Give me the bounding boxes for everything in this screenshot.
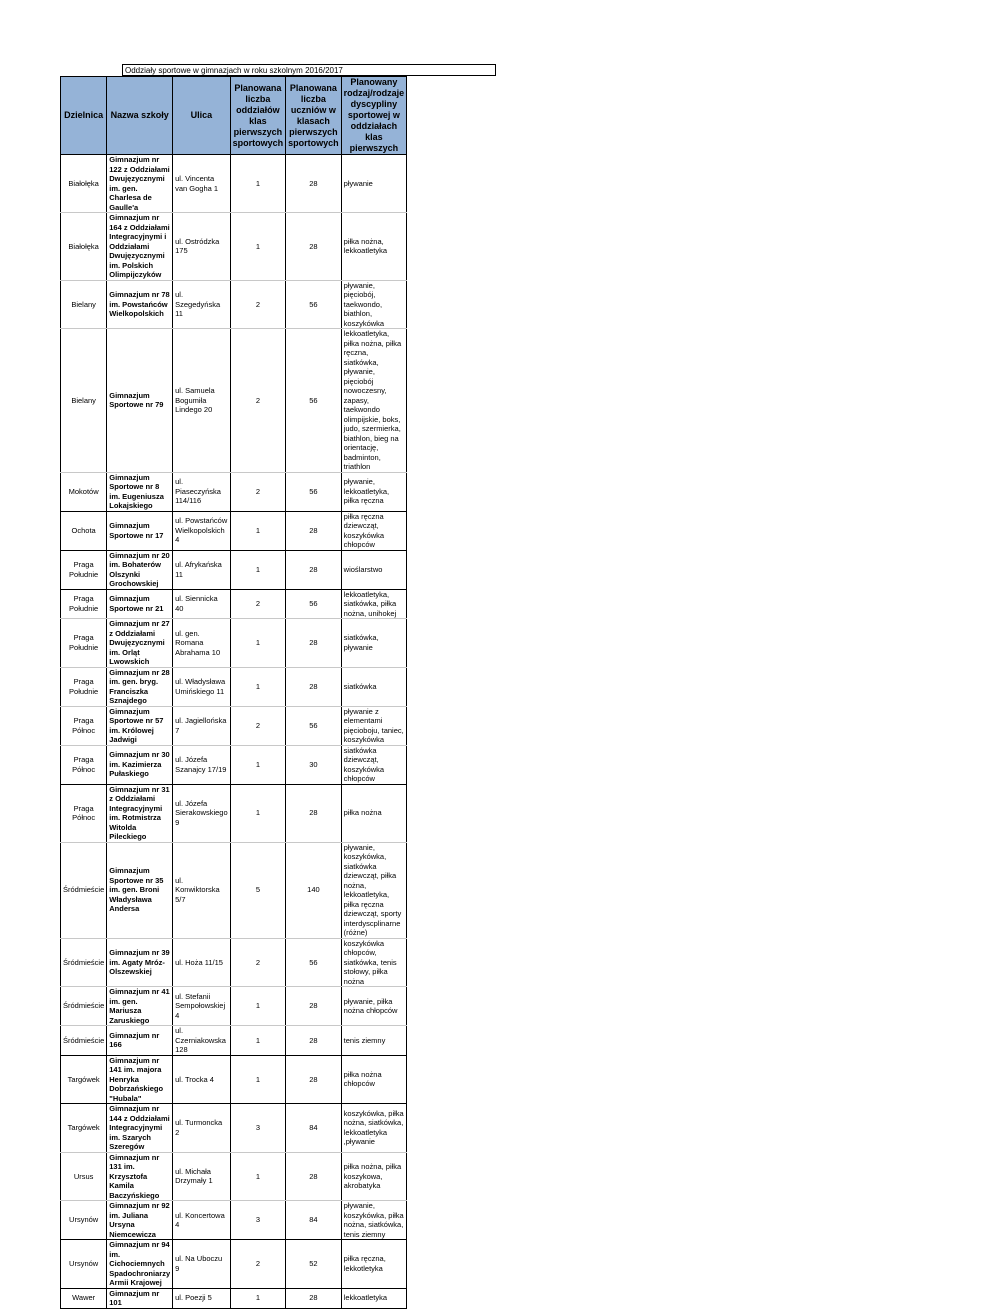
cell-classes: 3 bbox=[230, 1201, 286, 1240]
cell-disciplines: piłka nożna bbox=[341, 784, 407, 842]
cell-school: Gimnazjum Sportowe nr 21 bbox=[107, 589, 173, 619]
cell-school: Gimnazjum nr 94 im. Cichociemnych Spadochroniarzy Armii Krajowej bbox=[107, 1240, 173, 1289]
cell-school: Gimnazjum Sportowe nr 57 im. Królowej Jadwigi bbox=[107, 706, 173, 745]
cell-school: Gimnazjum Sportowe nr 8 im. Eugeniusza Lokajskiego bbox=[107, 472, 173, 511]
cell-street: ul. Na Uboczu 9 bbox=[173, 1240, 231, 1289]
cell-street: ul. Szegedyńska 11 bbox=[173, 280, 231, 329]
table-row bbox=[61, 1152, 407, 1201]
cell-classes: 1 bbox=[230, 1055, 286, 1104]
table-row bbox=[61, 987, 407, 1026]
table-row bbox=[61, 1026, 407, 1056]
cell-students: 28 bbox=[286, 1152, 342, 1201]
sheet-caption: Oddziały sportowe w gimnazjach w roku szkolnym 2016/2017 bbox=[122, 64, 496, 76]
cell-school: Gimnazjum Sportowe nr 79 bbox=[107, 329, 173, 473]
cell-street: ul. Samuela Bogumiła Lindego 20 bbox=[173, 329, 231, 473]
cell-classes: 2 bbox=[230, 280, 286, 329]
cell-school: Gimnazjum nr 78 im. Powstańców Wielkopolskich bbox=[107, 280, 173, 329]
cell-street: ul. Siennicka 40 bbox=[173, 589, 231, 619]
cell-students: 28 bbox=[286, 619, 342, 668]
cell-street: ul. Koncertowa 4 bbox=[173, 1201, 231, 1240]
cell-school: Gimnazjum nr 30 im. Kazimierza Pułaskiego bbox=[107, 745, 173, 784]
cell-district: Praga Północ bbox=[61, 784, 107, 842]
cell-disciplines: piłka nożna chłopców bbox=[341, 1055, 407, 1104]
header-students: Planowana liczba uczniów w klasach pierwszych sportowych bbox=[286, 77, 342, 155]
sports-classes-table bbox=[60, 76, 407, 1309]
cell-district: Śródmieście bbox=[61, 987, 107, 1026]
cell-students: 56 bbox=[286, 472, 342, 511]
cell-disciplines: lekkoatletyka, piłka nożna, piłka ręczna, siatkówka, pływanie, pięciobój nowoczesny, zapasy, taekwondo olimpijskie, boks, judo, szermierka, biathlon, bieg na orientację, badminton, triathlon bbox=[341, 329, 407, 473]
cell-disciplines: piłka nożna, lekkoatletyka bbox=[341, 213, 407, 281]
table-row bbox=[61, 511, 407, 550]
cell-classes: 1 bbox=[230, 1288, 286, 1308]
cell-students: 28 bbox=[286, 1026, 342, 1056]
cell-students: 56 bbox=[286, 938, 342, 987]
cell-school: Gimnazjum nr 164 z Oddziałami Integracyjnymi i Oddziałami Dwujęzycznymi im. Polskich Olimpijczyków bbox=[107, 213, 173, 281]
cell-students: 56 bbox=[286, 280, 342, 329]
cell-disciplines: pływanie z elementami pięcioboju, taniec, koszykówka bbox=[341, 706, 407, 745]
cell-disciplines: siatkówka dziewcząt, koszykówka chłopców bbox=[341, 745, 407, 784]
cell-street: ul. Powstańców Wielkopolskich 4 bbox=[173, 511, 231, 550]
cell-school: Gimnazjum nr 20 im. Bohaterów Olszynki Grochowskiej bbox=[107, 550, 173, 589]
cell-school: Gimnazjum nr 166 bbox=[107, 1026, 173, 1056]
table-row bbox=[61, 1055, 407, 1104]
cell-disciplines: koszykówka chłopców, siatkówka, tenis stołowy, piłka nożna bbox=[341, 938, 407, 987]
cell-district: Białołęka bbox=[61, 155, 107, 213]
cell-disciplines: lekkoatletyka bbox=[341, 1288, 407, 1308]
cell-street: ul. gen. Romana Abrahama 10 bbox=[173, 619, 231, 668]
cell-classes: 3 bbox=[230, 1104, 286, 1153]
table-row bbox=[61, 472, 407, 511]
cell-disciplines: tenis ziemny bbox=[341, 1026, 407, 1056]
cell-street: ul. Stefanii Sempołowskiej 4 bbox=[173, 987, 231, 1026]
cell-disciplines: pływanie, koszykówka, siatkówka dziewcząt, piłka nożna, lekkoatletyka, piłka ręczna dziewcząt, sporty interdyscplinarne (różne) bbox=[341, 842, 407, 938]
cell-disciplines: lekkoatletyka, siatkówka, piłka nożna, unihokej bbox=[341, 589, 407, 619]
cell-school: Gimnazjum nr 31 z Oddziałami Integracyjnymi im. Rotmistrza Witolda Pileckiego bbox=[107, 784, 173, 842]
cell-district: Praga Południe bbox=[61, 550, 107, 589]
cell-classes: 1 bbox=[230, 667, 286, 706]
cell-disciplines: wioślarstwo bbox=[341, 550, 407, 589]
table-row bbox=[61, 938, 407, 987]
cell-street: ul. Ostródzka 175 bbox=[173, 213, 231, 281]
table-row bbox=[61, 667, 407, 706]
header-district: Dzielnica bbox=[61, 77, 107, 155]
cell-classes: 1 bbox=[230, 784, 286, 842]
cell-classes: 2 bbox=[230, 589, 286, 619]
cell-school: Gimnazjum Sportowe nr 17 bbox=[107, 511, 173, 550]
table-row bbox=[61, 1104, 407, 1153]
cell-street: ul. Józefa Sierakowskiego 9 bbox=[173, 784, 231, 842]
cell-district: Ursus bbox=[61, 1152, 107, 1201]
cell-district: Praga Północ bbox=[61, 706, 107, 745]
table-row bbox=[61, 155, 407, 213]
cell-classes: 2 bbox=[230, 329, 286, 473]
table-row bbox=[61, 280, 407, 329]
cell-school: Gimnazjum nr 144 z Oddziałami Integracyjnymi im. Szarych Szeregów bbox=[107, 1104, 173, 1153]
cell-classes: 2 bbox=[230, 938, 286, 987]
cell-students: 84 bbox=[286, 1104, 342, 1153]
cell-street: ul. Hoża 11/15 bbox=[173, 938, 231, 987]
cell-classes: 1 bbox=[230, 155, 286, 213]
header-row bbox=[61, 77, 407, 155]
cell-students: 28 bbox=[286, 987, 342, 1026]
cell-school: Gimnazjum nr 27 z Oddziałami Dwujęzycznymi im. Orląt Lwowskich bbox=[107, 619, 173, 668]
cell-school: Gimnazjum nr 101 bbox=[107, 1288, 173, 1308]
cell-street: ul. Afrykańska 11 bbox=[173, 550, 231, 589]
table-row bbox=[61, 550, 407, 589]
cell-disciplines: pływanie, koszykówka, piłka nożna, siatkówka, tenis ziemny bbox=[341, 1201, 407, 1240]
cell-district: Śródmieście bbox=[61, 842, 107, 938]
cell-classes: 2 bbox=[230, 1240, 286, 1289]
cell-classes: 1 bbox=[230, 987, 286, 1026]
table-row bbox=[61, 619, 407, 668]
cell-street: ul. Władysława Umińskiego 11 bbox=[173, 667, 231, 706]
cell-district: Praga Północ bbox=[61, 745, 107, 784]
cell-students: 28 bbox=[286, 1288, 342, 1308]
cell-street: ul. Michała Drzymały 1 bbox=[173, 1152, 231, 1201]
cell-street: ul. Józefa Szanajcy 17/19 bbox=[173, 745, 231, 784]
cell-district: Ochota bbox=[61, 511, 107, 550]
header-classes: Planowana liczba oddziałów klas pierwszych sportowych bbox=[230, 77, 286, 155]
table-row bbox=[61, 213, 407, 281]
cell-district: Praga Południe bbox=[61, 619, 107, 668]
cell-disciplines: pływanie, piłka nożna chłopców bbox=[341, 987, 407, 1026]
cell-students: 28 bbox=[286, 511, 342, 550]
cell-school: Gimnazjum nr 28 im. gen. bryg. Franciszka Sznajdego bbox=[107, 667, 173, 706]
cell-district: Mokotów bbox=[61, 472, 107, 511]
cell-district: Ursynów bbox=[61, 1201, 107, 1240]
cell-classes: 1 bbox=[230, 745, 286, 784]
cell-school: Gimnazjum nr 41 im. gen. Mariusza Zaruskiego bbox=[107, 987, 173, 1026]
cell-disciplines: pływanie, pięciobój, taekwondo, biathlon, koszykówka bbox=[341, 280, 407, 329]
cell-school: Gimnazjum nr 141 im. majora Henryka Dobrzańskiego "Hubala" bbox=[107, 1055, 173, 1104]
cell-school: Gimnazjum nr 122 z Oddziałami Dwujęzycznymi im. gen. Charlesa de Gaulle'a bbox=[107, 155, 173, 213]
cell-district: Bielany bbox=[61, 280, 107, 329]
cell-students: 84 bbox=[286, 1201, 342, 1240]
cell-students: 28 bbox=[286, 667, 342, 706]
cell-district: Ursynów bbox=[61, 1240, 107, 1289]
cell-street: ul. Piaseczyńska 114/116 bbox=[173, 472, 231, 511]
cell-students: 28 bbox=[286, 784, 342, 842]
cell-district: Wawer bbox=[61, 1288, 107, 1308]
cell-school: Gimnazjum nr 92 im. Juliana Ursyna Niemcewicza bbox=[107, 1201, 173, 1240]
table-row bbox=[61, 745, 407, 784]
cell-classes: 1 bbox=[230, 1152, 286, 1201]
cell-classes: 1 bbox=[230, 1026, 286, 1056]
cell-classes: 5 bbox=[230, 842, 286, 938]
cell-students: 56 bbox=[286, 589, 342, 619]
cell-students: 140 bbox=[286, 842, 342, 938]
cell-street: ul. Turmoncka 2 bbox=[173, 1104, 231, 1153]
cell-classes: 1 bbox=[230, 619, 286, 668]
cell-students: 28 bbox=[286, 213, 342, 281]
cell-students: 56 bbox=[286, 329, 342, 473]
cell-street: ul. Konwiktorska 5/7 bbox=[173, 842, 231, 938]
cell-classes: 1 bbox=[230, 213, 286, 281]
table-row bbox=[61, 784, 407, 842]
cell-district: Śródmieście bbox=[61, 1026, 107, 1056]
cell-disciplines: siatkówka, pływanie bbox=[341, 619, 407, 668]
header-disciplines: Planowany rodzaj/rodzaje dyscypliny sportowej w oddziałach klas pierwszych bbox=[341, 77, 407, 155]
table-body bbox=[61, 155, 407, 1309]
cell-street: ul. Jagiellońska 7 bbox=[173, 706, 231, 745]
cell-disciplines: piłka ręczna dziewcząt, koszykówka chłopców bbox=[341, 511, 407, 550]
cell-disciplines: koszykówka, piłka nożna, siatkówka, lekkoatletyka ,pływanie bbox=[341, 1104, 407, 1153]
cell-students: 56 bbox=[286, 706, 342, 745]
cell-disciplines: siatkówka bbox=[341, 667, 407, 706]
cell-students: 28 bbox=[286, 155, 342, 213]
cell-district: Białołęka bbox=[61, 213, 107, 281]
table-row bbox=[61, 842, 407, 938]
cell-disciplines: piłka nożna, piłka koszykowa, akrobatyka bbox=[341, 1152, 407, 1201]
cell-district: Praga Południe bbox=[61, 667, 107, 706]
cell-students: 28 bbox=[286, 1055, 342, 1104]
table-row bbox=[61, 1288, 407, 1308]
table-row bbox=[61, 706, 407, 745]
cell-street: ul. Czerniakowska 128 bbox=[173, 1026, 231, 1056]
cell-disciplines: piłka ręczna, lekkotletyka bbox=[341, 1240, 407, 1289]
header-street: Ulica bbox=[173, 77, 231, 155]
table-row bbox=[61, 1201, 407, 1240]
cell-district: Targówek bbox=[61, 1104, 107, 1153]
cell-disciplines: pływanie bbox=[341, 155, 407, 213]
cell-district: Praga Południe bbox=[61, 589, 107, 619]
cell-school: Gimnazjum Sportowe nr 35 im. gen. Broni Władysława Andersa bbox=[107, 842, 173, 938]
cell-school: Gimnazjum nr 39 im. Agaty Mróz-Olszewskiej bbox=[107, 938, 173, 987]
cell-classes: 1 bbox=[230, 550, 286, 589]
cell-school: Gimnazjum nr 131 im. Krzysztofa Kamila Baczyńskiego bbox=[107, 1152, 173, 1201]
cell-students: 52 bbox=[286, 1240, 342, 1289]
cell-street: ul. Vincenta van Gogha 1 bbox=[173, 155, 231, 213]
cell-classes: 1 bbox=[230, 511, 286, 550]
cell-street: ul. Poezji 5 bbox=[173, 1288, 231, 1308]
cell-students: 28 bbox=[286, 550, 342, 589]
cell-classes: 2 bbox=[230, 706, 286, 745]
cell-district: Bielany bbox=[61, 329, 107, 473]
cell-district: Targówek bbox=[61, 1055, 107, 1104]
table-row bbox=[61, 329, 407, 473]
cell-disciplines: pływanie, lekkoatletyka, piłka ręczna bbox=[341, 472, 407, 511]
cell-district: Śródmieście bbox=[61, 938, 107, 987]
cell-classes: 2 bbox=[230, 472, 286, 511]
table-row bbox=[61, 1240, 407, 1289]
cell-street: ul. Trocka 4 bbox=[173, 1055, 231, 1104]
table-row bbox=[61, 589, 407, 619]
cell-students: 30 bbox=[286, 745, 342, 784]
header-school: Nazwa szkoły bbox=[107, 77, 173, 155]
